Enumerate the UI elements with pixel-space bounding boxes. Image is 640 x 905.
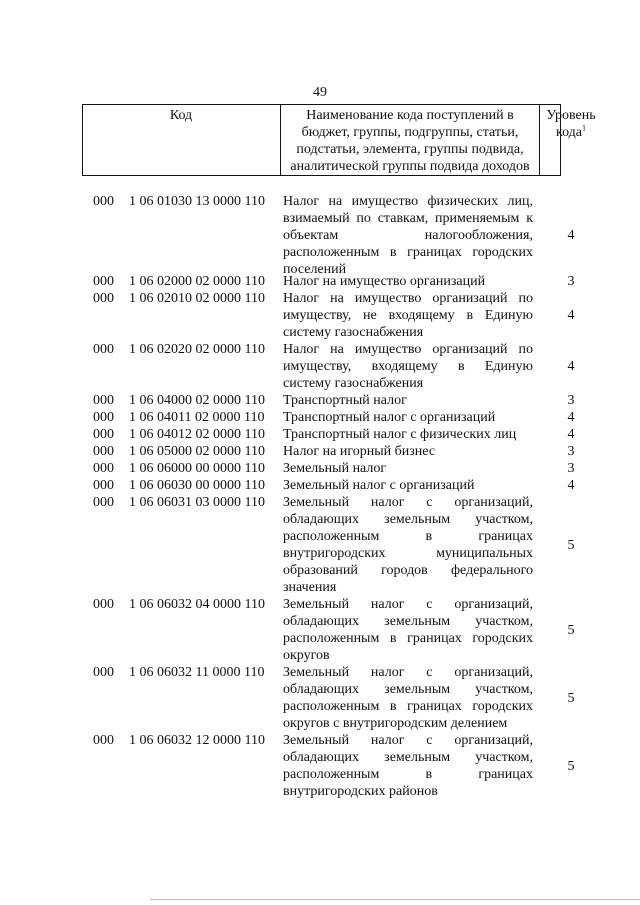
revenue-name-line: поселений — [283, 262, 347, 277]
table-row — [0, 409, 640, 426]
revenue-name-line: расположенным в границах городских — [283, 699, 533, 714]
table-row — [0, 460, 640, 477]
admin-code: 000 — [93, 393, 114, 408]
revenue-name-line: систему газоснабжения — [283, 325, 424, 340]
revenue-name-line: обладающих земельным участком, — [283, 682, 533, 697]
admin-code: 000 — [93, 665, 114, 680]
revenue-code: 1 06 06032 04 0000 110 — [129, 597, 265, 612]
code-level: 4 — [567, 427, 575, 442]
revenue-name-line: Земельный налог с организаций, — [283, 733, 533, 748]
revenue-name-line: имуществу, входящему в Единую — [283, 359, 533, 374]
code-level: 4 — [567, 308, 575, 323]
code-level: 5 — [567, 691, 575, 706]
code-level: 4 — [567, 359, 575, 374]
code-level: 3 — [567, 444, 575, 459]
revenue-code: 1 06 04000 02 0000 110 — [129, 393, 265, 408]
revenue-name-line: расположенным в границах — [283, 529, 533, 544]
revenue-name-line: Земельный налог с организаций, — [283, 597, 533, 612]
admin-code: 000 — [93, 597, 114, 612]
revenue-name-line: взимаемый по ставкам, применяемым к — [283, 211, 533, 226]
revenue-name — [283, 273, 533, 290]
table-row — [0, 290, 640, 341]
page-number: 49 — [313, 85, 327, 100]
admin-code: 000 — [93, 410, 114, 425]
header-level — [540, 107, 602, 141]
revenue-name-line: округов с внутригородским делением — [283, 716, 508, 731]
admin-code: 000 — [93, 478, 114, 493]
revenue-name-line: Налог на имущество организаций по — [283, 291, 533, 306]
revenue-name-line: объектам налогообложения, — [283, 228, 533, 243]
revenue-name — [283, 392, 533, 409]
table-row — [0, 596, 640, 664]
revenue-name-line: Земельный налог с организаций, — [283, 495, 533, 510]
revenue-name — [283, 290, 533, 341]
header-code: Код — [169, 108, 193, 123]
revenue-name-line: обладающих земельным участком, — [283, 614, 533, 629]
admin-code: 000 — [93, 444, 114, 459]
revenue-code: 1 06 04011 02 0000 110 — [129, 410, 265, 425]
admin-code: 000 — [93, 495, 114, 510]
revenue-name-line: Налог на имущество организаций — [283, 274, 486, 289]
revenue-code: 1 06 02000 02 0000 110 — [129, 274, 265, 289]
code-level: 5 — [567, 538, 575, 553]
revenue-name — [283, 460, 533, 477]
revenue-name-line: систему газоснабжения — [283, 376, 424, 391]
revenue-name-line: внутригородских районов — [283, 784, 438, 799]
header-name-line: подстатьи, элемента, группы подвида, — [296, 142, 524, 157]
code-level: 4 — [567, 410, 575, 425]
header-name-line: аналитической группы подвида доходов — [290, 159, 530, 174]
revenue-name-line: Транспортный налог — [283, 393, 407, 408]
revenue-name — [283, 596, 533, 664]
code-level: 5 — [567, 623, 575, 638]
header-level-line2 — [540, 124, 602, 141]
table-header — [82, 104, 596, 176]
revenue-name-line: расположенным в границах городских — [283, 631, 533, 646]
header-level-line: Уровень — [546, 108, 596, 123]
revenue-name — [283, 443, 533, 460]
revenue-name-line: обладающих земельным участком, — [283, 512, 533, 527]
revenue-code: 1 06 05000 02 0000 110 — [129, 444, 265, 459]
revenue-name-line: Земельный налог с организаций — [283, 478, 475, 493]
revenue-name-line: округов — [283, 648, 330, 663]
table-row — [0, 732, 640, 800]
revenue-name — [283, 409, 533, 426]
revenue-name — [283, 732, 533, 800]
revenue-name-line: Транспортный налог с организаций — [283, 410, 496, 425]
revenue-name-line: расположенным в границах — [283, 767, 533, 782]
header-name-line: Наименование кода поступлений в — [306, 108, 514, 123]
bottom-scan-edge — [150, 899, 640, 900]
admin-code: 000 — [93, 733, 114, 748]
revenue-name-line: обладающих земельным участком, — [283, 750, 533, 765]
footnote-marker: 1 — [582, 123, 587, 133]
table-row — [0, 193, 640, 278]
revenue-name-line: Земельный налог — [283, 461, 387, 476]
revenue-name — [283, 193, 533, 278]
revenue-name-line: Транспортный налог с физических лиц — [283, 427, 517, 442]
admin-code: 000 — [93, 461, 114, 476]
revenue-code: 1 06 06031 03 0000 110 — [129, 495, 265, 510]
table-row — [0, 273, 640, 290]
code-level: 3 — [567, 393, 575, 408]
revenue-name-line: внутригородских муниципальных — [283, 546, 533, 561]
code-level: 3 — [567, 461, 575, 476]
code-level: 4 — [567, 478, 575, 493]
revenue-name — [283, 494, 533, 596]
revenue-name-line: расположенным в границах городских — [283, 245, 533, 260]
revenue-name-line: образований городов федерального — [283, 563, 533, 578]
revenue-name-line: Налог на имущество организаций по — [283, 342, 533, 357]
revenue-name-line: Налог на имущество физических лиц, — [283, 194, 533, 209]
header-name-line: бюджет, группы, подгруппы, статьи, — [301, 125, 519, 140]
revenue-name — [283, 426, 533, 443]
revenue-code: 1 06 04012 02 0000 110 — [129, 427, 265, 442]
revenue-code: 1 06 06032 11 0000 110 — [129, 665, 265, 680]
table-row — [0, 494, 640, 596]
revenue-name-line: имуществу, не входящему в Единую — [283, 308, 533, 323]
admin-code: 000 — [93, 194, 114, 209]
revenue-name-line: значения — [283, 580, 337, 595]
header-level-word: кода — [555, 125, 583, 140]
revenue-name — [283, 477, 533, 494]
code-level: 5 — [567, 759, 575, 774]
revenue-name-line: Налог на игорный бизнес — [283, 444, 436, 459]
revenue-code: 1 06 02020 02 0000 110 — [129, 342, 265, 357]
table-row — [0, 443, 640, 460]
revenue-code: 1 06 06032 12 0000 110 — [129, 733, 265, 748]
revenue-code: 1 06 06000 00 0000 110 — [129, 461, 265, 476]
revenue-name — [283, 664, 533, 732]
revenue-code: 1 06 06030 00 0000 110 — [129, 478, 265, 493]
revenue-code: 1 06 01030 13 0000 110 — [129, 194, 265, 209]
table-row — [0, 341, 640, 392]
revenue-name-line: Земельный налог с организаций, — [283, 665, 533, 680]
admin-code: 000 — [93, 291, 114, 306]
revenue-name — [283, 341, 533, 392]
admin-code: 000 — [93, 274, 114, 289]
table-row — [0, 392, 640, 409]
code-level: 4 — [567, 228, 575, 243]
table-row — [0, 426, 640, 443]
table-row — [0, 664, 640, 732]
code-level: 3 — [567, 274, 575, 289]
admin-code: 000 — [93, 342, 114, 357]
admin-code: 000 — [93, 427, 114, 442]
header-name — [281, 107, 539, 175]
table-row — [0, 477, 640, 494]
revenue-code: 1 06 02010 02 0000 110 — [129, 291, 265, 306]
